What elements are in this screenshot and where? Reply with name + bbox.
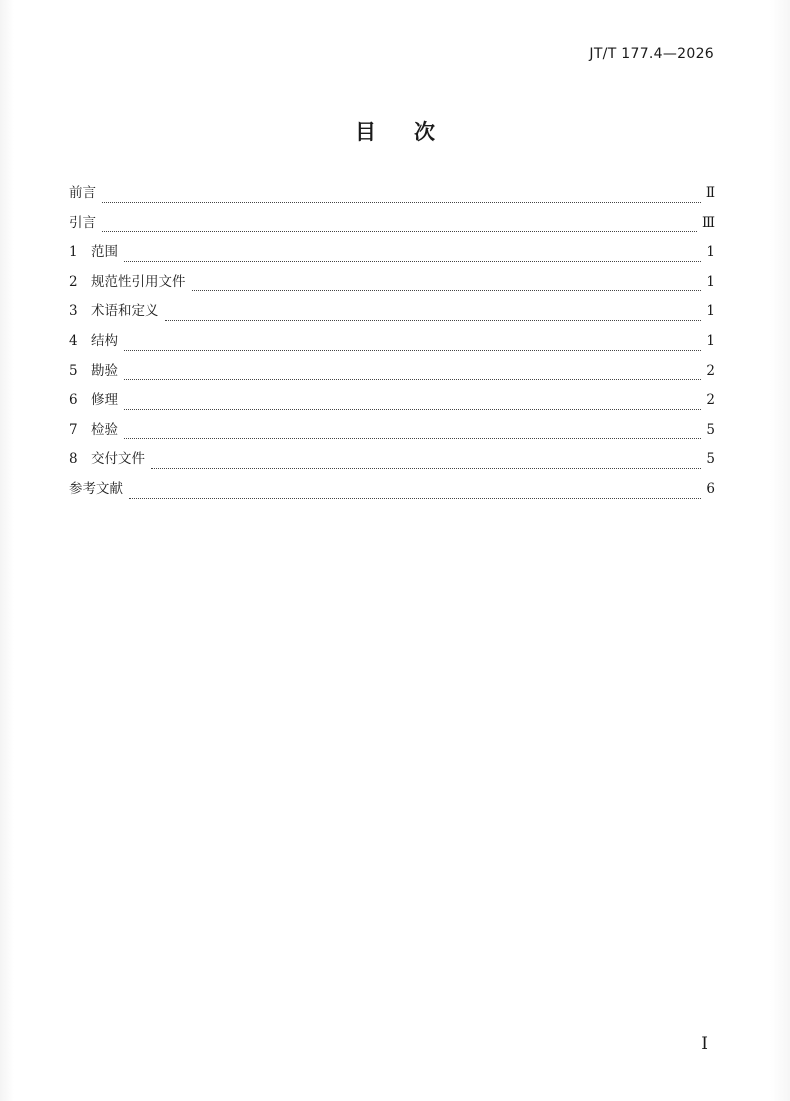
toc-entry-label: 规范性引用文件	[91, 273, 186, 290]
toc-entry-delivery-documents[interactable]	[69, 447, 715, 477]
toc-entry-number: 4	[69, 332, 78, 349]
toc-entry-bibliography[interactable]	[69, 477, 715, 507]
toc-entry-label: 结构	[91, 332, 118, 349]
toc-entry-number: 5	[69, 362, 78, 379]
toc-title-part2: 次	[414, 120, 435, 144]
toc-entry-foreword[interactable]	[69, 181, 715, 211]
toc-entry-number: 3	[69, 303, 78, 320]
standard-number: JT/T 177.4—2026	[589, 46, 714, 62]
toc-entry-page: 1	[706, 273, 715, 290]
toc-entry-page: Ⅱ	[705, 185, 715, 201]
toc-entry-introduction[interactable]	[69, 211, 715, 241]
toc-entry-normative-references[interactable]	[69, 270, 715, 300]
toc-entry-number: 7	[69, 421, 78, 438]
toc-dot-leader	[124, 261, 701, 262]
toc-entry-label: 检验	[91, 421, 118, 438]
toc-dot-leader	[165, 320, 702, 321]
toc-entry-number: 6	[69, 392, 78, 409]
toc-entry-label: 范围	[91, 244, 118, 261]
toc-entry-number: 8	[69, 451, 78, 468]
toc-dot-leader	[124, 438, 701, 439]
toc-entry-label: 术语和定义	[91, 303, 159, 320]
toc-entry-page: Ⅲ	[701, 214, 715, 231]
toc-dot-leader	[124, 409, 701, 410]
toc-entry-number: 1	[69, 244, 78, 261]
toc-dot-leader	[151, 468, 701, 469]
toc-entry-page: 1	[706, 244, 715, 261]
page-number: I	[701, 1034, 708, 1054]
toc-entry-page: 5	[706, 451, 715, 468]
toc-entry-structure[interactable]	[69, 329, 715, 359]
toc-dot-leader	[102, 202, 701, 203]
toc-dot-leader	[102, 231, 697, 232]
toc-entry-label: 前言	[69, 185, 96, 201]
toc-dot-leader	[192, 290, 702, 291]
toc-entry-label: 修理	[91, 392, 118, 409]
toc-title	[0, 116, 790, 146]
toc-entry-inspection[interactable]	[69, 418, 715, 448]
toc-entry-label: 引言	[69, 214, 96, 231]
toc-entry-page: 1	[706, 332, 715, 349]
toc-entry-label: 参考文献	[69, 480, 123, 497]
toc-entry-scope[interactable]	[69, 240, 715, 270]
toc-entry-page: 1	[706, 303, 715, 320]
toc-entry-page: 2	[706, 392, 715, 409]
toc-list	[69, 181, 715, 507]
toc-dot-leader	[124, 379, 701, 380]
toc-entry-survey[interactable]	[69, 359, 715, 389]
toc-entry-label: 勘验	[91, 362, 118, 379]
toc-dot-leader	[124, 350, 701, 351]
toc-title-part1: 目	[355, 120, 376, 144]
toc-entry-page: 2	[706, 362, 715, 379]
toc-entry-page: 6	[706, 480, 715, 497]
toc-entry-repair[interactable]	[69, 388, 715, 418]
toc-entry-terms-definitions[interactable]	[69, 299, 715, 329]
toc-dot-leader	[129, 498, 701, 499]
toc-entry-label: 交付文件	[91, 451, 145, 468]
toc-entry-page: 5	[706, 421, 715, 438]
toc-entry-number: 2	[69, 273, 78, 290]
